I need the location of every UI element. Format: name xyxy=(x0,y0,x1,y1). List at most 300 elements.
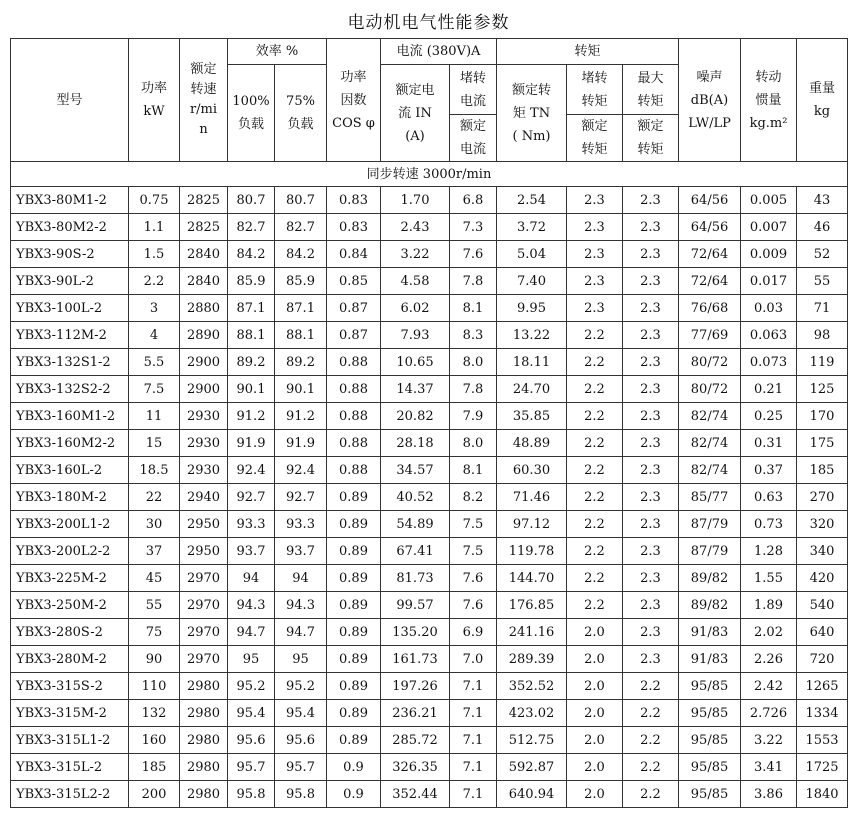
cell-locked-current-ratio: 7.0 xyxy=(450,646,497,673)
cell-noise: 95/85 xyxy=(679,700,741,727)
cell-locked-torque-ratio: 2.0 xyxy=(567,727,623,754)
table-row xyxy=(11,322,848,349)
cell-eff-100: 89.2 xyxy=(228,349,275,376)
cell-rated-current: 10.65 xyxy=(381,349,450,376)
cell-eff-75: 84.2 xyxy=(275,241,327,268)
cell-rated-torque: 3.72 xyxy=(497,214,567,241)
cell-power: 75 xyxy=(129,619,180,646)
cell-max-torque-ratio: 2.3 xyxy=(623,349,679,376)
cell-weight: 1265 xyxy=(797,673,848,700)
cell-rated-speed: 2840 xyxy=(180,268,228,295)
cell-eff-75: 95.2 xyxy=(275,673,327,700)
cell-locked-torque-ratio: 2.3 xyxy=(567,295,623,322)
cell-model: YBX3-200L1-2 xyxy=(11,511,129,538)
table-row xyxy=(11,754,848,781)
table-row xyxy=(11,619,848,646)
cell-rated-current: 2.43 xyxy=(381,214,450,241)
cell-eff-75: 82.7 xyxy=(275,214,327,241)
cell-power: 1.1 xyxy=(129,214,180,241)
cell-noise: 64/56 xyxy=(679,214,741,241)
cell-power-factor: 0.89 xyxy=(327,565,381,592)
cell-eff-75: 87.1 xyxy=(275,295,327,322)
cell-locked-torque-ratio: 2.2 xyxy=(567,484,623,511)
cell-eff-100: 93.7 xyxy=(228,538,275,565)
cell-rated-torque: 60.30 xyxy=(497,457,567,484)
cell-power: 1.5 xyxy=(129,241,180,268)
cell-rated-current: 20.82 xyxy=(381,403,450,430)
cell-power-factor: 0.89 xyxy=(327,511,381,538)
cell-noise: 89/82 xyxy=(679,565,741,592)
header-weight: 重量 kg xyxy=(797,39,848,162)
cell-rated-current: 28.18 xyxy=(381,430,450,457)
cell-noise: 77/69 xyxy=(679,322,741,349)
table-row xyxy=(11,430,848,457)
cell-power-factor: 0.88 xyxy=(327,430,381,457)
cell-power: 185 xyxy=(129,754,180,781)
cell-power: 2.2 xyxy=(129,268,180,295)
cell-locked-torque-ratio: 2.0 xyxy=(567,700,623,727)
cell-rated-torque: 176.85 xyxy=(497,592,567,619)
cell-inertia: 2.42 xyxy=(741,673,797,700)
cell-power-factor: 0.87 xyxy=(327,322,381,349)
cell-locked-torque-ratio: 2.3 xyxy=(567,187,623,214)
cell-noise: 82/74 xyxy=(679,430,741,457)
cell-eff-75: 95.6 xyxy=(275,727,327,754)
cell-locked-current-ratio: 8.0 xyxy=(450,349,497,376)
cell-model: YBX3-132S1-2 xyxy=(11,349,129,376)
cell-power: 160 xyxy=(129,727,180,754)
cell-max-torque-ratio: 2.3 xyxy=(623,484,679,511)
cell-eff-100: 93.3 xyxy=(228,511,275,538)
cell-eff-100: 92.7 xyxy=(228,484,275,511)
cell-noise: 95/85 xyxy=(679,727,741,754)
table-row xyxy=(11,700,848,727)
table-row xyxy=(11,241,848,268)
cell-model: YBX3-315S-2 xyxy=(11,673,129,700)
cell-weight: 340 xyxy=(797,538,848,565)
cell-noise: 82/74 xyxy=(679,403,741,430)
cell-power-factor: 0.89 xyxy=(327,592,381,619)
cell-rated-torque: 592.87 xyxy=(497,754,567,781)
table-row xyxy=(11,592,848,619)
cell-power: 30 xyxy=(129,511,180,538)
cell-power-factor: 0.88 xyxy=(327,403,381,430)
cell-locked-torque-ratio: 2.2 xyxy=(567,430,623,457)
cell-rated-speed: 2930 xyxy=(180,457,228,484)
cell-eff-100: 95.8 xyxy=(228,781,275,808)
table-row xyxy=(11,376,848,403)
cell-max-torque-ratio: 2.2 xyxy=(623,727,679,754)
cell-locked-torque-ratio: 2.2 xyxy=(567,322,623,349)
cell-locked-current-ratio: 7.6 xyxy=(450,241,497,268)
cell-inertia: 0.017 xyxy=(741,268,797,295)
cell-noise: 91/83 xyxy=(679,619,741,646)
cell-noise: 72/64 xyxy=(679,241,741,268)
cell-max-torque-ratio: 2.3 xyxy=(623,538,679,565)
cell-rated-speed: 2980 xyxy=(180,727,228,754)
cell-rated-torque: 640.94 xyxy=(497,781,567,808)
cell-rated-current: 4.58 xyxy=(381,268,450,295)
table-row xyxy=(11,565,848,592)
cell-rated-torque: 18.11 xyxy=(497,349,567,376)
cell-inertia: 0.25 xyxy=(741,403,797,430)
cell-model: YBX3-132S2-2 xyxy=(11,376,129,403)
cell-eff-75: 94.3 xyxy=(275,592,327,619)
table-row xyxy=(11,187,848,214)
cell-eff-100: 85.9 xyxy=(228,268,275,295)
cell-locked-current-ratio: 7.8 xyxy=(450,268,497,295)
table-row xyxy=(11,295,848,322)
cell-noise: 87/79 xyxy=(679,538,741,565)
cell-max-torque-ratio: 2.2 xyxy=(623,754,679,781)
cell-weight: 270 xyxy=(797,484,848,511)
cell-inertia: 0.73 xyxy=(741,511,797,538)
cell-noise: 72/64 xyxy=(679,268,741,295)
cell-max-torque-ratio: 2.3 xyxy=(623,430,679,457)
cell-rated-torque: 512.75 xyxy=(497,727,567,754)
cell-eff-100: 91.9 xyxy=(228,430,275,457)
cell-eff-75: 92.7 xyxy=(275,484,327,511)
cell-max-torque-ratio: 2.3 xyxy=(623,619,679,646)
cell-eff-75: 91.9 xyxy=(275,430,327,457)
cell-inertia: 1.89 xyxy=(741,592,797,619)
cell-power: 5.5 xyxy=(129,349,180,376)
cell-locked-current-ratio: 7.1 xyxy=(450,781,497,808)
cell-rated-speed: 2930 xyxy=(180,403,228,430)
header-max-torque: 最大 转矩 xyxy=(623,65,679,115)
cell-rated-speed: 2930 xyxy=(180,430,228,457)
cell-eff-100: 90.1 xyxy=(228,376,275,403)
cell-rated-torque: 24.70 xyxy=(497,376,567,403)
cell-power: 90 xyxy=(129,646,180,673)
table-row xyxy=(11,511,848,538)
cell-rated-speed: 2970 xyxy=(180,619,228,646)
cell-eff-100: 91.2 xyxy=(228,403,275,430)
cell-noise: 95/85 xyxy=(679,754,741,781)
cell-rated-current: 14.37 xyxy=(381,376,450,403)
cell-weight: 185 xyxy=(797,457,848,484)
cell-power-factor: 0.83 xyxy=(327,214,381,241)
cell-rated-current: 197.26 xyxy=(381,673,450,700)
cell-model: YBX3-90L-2 xyxy=(11,268,129,295)
cell-max-torque-ratio: 2.2 xyxy=(623,700,679,727)
cell-rated-speed: 2900 xyxy=(180,376,228,403)
cell-weight: 320 xyxy=(797,511,848,538)
cell-inertia: 3.86 xyxy=(741,781,797,808)
cell-power-factor: 0.88 xyxy=(327,457,381,484)
cell-rated-speed: 2980 xyxy=(180,673,228,700)
table-row xyxy=(11,349,848,376)
table-row xyxy=(11,403,848,430)
cell-weight: 43 xyxy=(797,187,848,214)
cell-power: 110 xyxy=(129,673,180,700)
cell-model: YBX3-315L1-2 xyxy=(11,727,129,754)
cell-rated-torque: 289.39 xyxy=(497,646,567,673)
cell-rated-speed: 2970 xyxy=(180,592,228,619)
cell-rated-torque: 144.70 xyxy=(497,565,567,592)
cell-inertia: 0.073 xyxy=(741,349,797,376)
cell-eff-100: 92.4 xyxy=(228,457,275,484)
cell-noise: 80/72 xyxy=(679,349,741,376)
cell-power: 55 xyxy=(129,592,180,619)
cell-eff-75: 80.7 xyxy=(275,187,327,214)
cell-eff-75: 90.1 xyxy=(275,376,327,403)
cell-rated-speed: 2900 xyxy=(180,349,228,376)
cell-eff-100: 95.4 xyxy=(228,700,275,727)
cell-model: YBX3-90S-2 xyxy=(11,241,129,268)
cell-model: YBX3-280S-2 xyxy=(11,619,129,646)
cell-inertia: 2.726 xyxy=(741,700,797,727)
cell-power-factor: 0.89 xyxy=(327,538,381,565)
cell-locked-current-ratio: 8.3 xyxy=(450,322,497,349)
cell-power: 3 xyxy=(129,295,180,322)
cell-weight: 119 xyxy=(797,349,848,376)
cell-locked-torque-ratio: 2.2 xyxy=(567,538,623,565)
header-current: 电流 (380V)A xyxy=(381,39,497,65)
cell-power: 37 xyxy=(129,538,180,565)
header-locked-torque: 堵转 转矩 xyxy=(567,65,623,115)
cell-locked-torque-ratio: 2.2 xyxy=(567,457,623,484)
cell-power-factor: 0.89 xyxy=(327,484,381,511)
cell-max-torque-ratio: 2.3 xyxy=(623,565,679,592)
cell-rated-speed: 2980 xyxy=(180,781,228,808)
cell-noise: 80/72 xyxy=(679,376,741,403)
header-rated-speed: 额定 转速 r/mi n xyxy=(180,39,228,162)
cell-weight: 55 xyxy=(797,268,848,295)
page-title: 电动机电气性能参数 xyxy=(347,13,510,33)
header-locked-current-ratio: 额定 电流 xyxy=(450,115,497,162)
cell-model: YBX3-280M-2 xyxy=(11,646,129,673)
cell-inertia: 3.22 xyxy=(741,727,797,754)
cell-noise: 64/56 xyxy=(679,187,741,214)
cell-model: YBX3-180M-2 xyxy=(11,484,129,511)
cell-max-torque-ratio: 2.3 xyxy=(623,268,679,295)
cell-power-factor: 0.89 xyxy=(327,646,381,673)
cell-rated-torque: 241.16 xyxy=(497,619,567,646)
header-inertia: 转动 惯量 kg.m² xyxy=(741,39,797,162)
cell-weight: 420 xyxy=(797,565,848,592)
cell-rated-current: 40.52 xyxy=(381,484,450,511)
cell-noise: 82/74 xyxy=(679,457,741,484)
cell-weight: 1334 xyxy=(797,700,848,727)
cell-locked-torque-ratio: 2.3 xyxy=(567,268,623,295)
cell-rated-current: 135.20 xyxy=(381,619,450,646)
cell-max-torque-ratio: 2.3 xyxy=(623,646,679,673)
cell-eff-100: 95.2 xyxy=(228,673,275,700)
cell-noise: 85/77 xyxy=(679,484,741,511)
cell-locked-current-ratio: 8.1 xyxy=(450,295,497,322)
cell-locked-current-ratio: 6.8 xyxy=(450,187,497,214)
cell-rated-torque: 35.85 xyxy=(497,403,567,430)
cell-rated-torque: 71.46 xyxy=(497,484,567,511)
cell-model: YBX3-160L-2 xyxy=(11,457,129,484)
header-power-factor: 功率 因数 COS φ xyxy=(327,39,381,162)
cell-rated-current: 7.93 xyxy=(381,322,450,349)
cell-max-torque-ratio: 2.2 xyxy=(623,781,679,808)
cell-power: 11 xyxy=(129,403,180,430)
cell-weight: 1725 xyxy=(797,754,848,781)
cell-weight: 71 xyxy=(797,295,848,322)
cell-eff-100: 80.7 xyxy=(228,187,275,214)
table-row xyxy=(11,484,848,511)
cell-rated-torque: 423.02 xyxy=(497,700,567,727)
table-row xyxy=(11,781,848,808)
table-row xyxy=(11,673,848,700)
header-efficiency: 效率 % xyxy=(228,39,327,65)
cell-eff-75: 88.1 xyxy=(275,322,327,349)
cell-eff-75: 95.4 xyxy=(275,700,327,727)
cell-inertia: 0.009 xyxy=(741,241,797,268)
cell-inertia: 0.007 xyxy=(741,214,797,241)
cell-noise: 76/68 xyxy=(679,295,741,322)
cell-weight: 46 xyxy=(797,214,848,241)
cell-max-torque-ratio: 2.2 xyxy=(623,673,679,700)
cell-model: YBX3-80M2-2 xyxy=(11,214,129,241)
cell-rated-speed: 2890 xyxy=(180,322,228,349)
cell-locked-current-ratio: 7.3 xyxy=(450,214,497,241)
cell-weight: 540 xyxy=(797,592,848,619)
cell-eff-75: 85.9 xyxy=(275,268,327,295)
cell-locked-current-ratio: 7.1 xyxy=(450,673,497,700)
cell-max-torque-ratio: 2.3 xyxy=(623,592,679,619)
cell-inertia: 0.37 xyxy=(741,457,797,484)
cell-power: 0.75 xyxy=(129,187,180,214)
cell-locked-torque-ratio: 2.3 xyxy=(567,241,623,268)
cell-locked-current-ratio: 8.0 xyxy=(450,430,497,457)
cell-eff-75: 94.7 xyxy=(275,619,327,646)
cell-power: 200 xyxy=(129,781,180,808)
cell-inertia: 2.26 xyxy=(741,646,797,673)
cell-rated-current: 67.41 xyxy=(381,538,450,565)
motor-spec-table xyxy=(10,38,848,808)
cell-noise: 91/83 xyxy=(679,646,741,673)
cell-model: YBX3-250M-2 xyxy=(11,592,129,619)
cell-eff-75: 95 xyxy=(275,646,327,673)
cell-max-torque-ratio: 2.3 xyxy=(623,376,679,403)
cell-rated-speed: 2880 xyxy=(180,295,228,322)
section-label: 同步转速 3000r/min xyxy=(11,162,848,187)
header-power: 功率 kW xyxy=(129,39,180,162)
cell-locked-current-ratio: 6.9 xyxy=(450,619,497,646)
cell-inertia: 3.41 xyxy=(741,754,797,781)
cell-locked-torque-ratio: 2.2 xyxy=(567,376,623,403)
cell-locked-current-ratio: 8.1 xyxy=(450,457,497,484)
cell-weight: 640 xyxy=(797,619,848,646)
cell-noise: 87/79 xyxy=(679,511,741,538)
cell-rated-speed: 2825 xyxy=(180,187,228,214)
cell-locked-torque-ratio: 2.3 xyxy=(567,214,623,241)
cell-eff-100: 95.7 xyxy=(228,754,275,781)
cell-weight: 52 xyxy=(797,241,848,268)
cell-eff-75: 95.7 xyxy=(275,754,327,781)
cell-max-torque-ratio: 2.3 xyxy=(623,322,679,349)
cell-locked-current-ratio: 7.6 xyxy=(450,592,497,619)
cell-power: 7.5 xyxy=(129,376,180,403)
cell-locked-current-ratio: 7.1 xyxy=(450,727,497,754)
cell-locked-torque-ratio: 2.2 xyxy=(567,565,623,592)
cell-inertia: 1.28 xyxy=(741,538,797,565)
table-row xyxy=(11,457,848,484)
cell-locked-current-ratio: 7.1 xyxy=(450,700,497,727)
header-locked-current: 堵转 电流 xyxy=(450,65,497,115)
cell-inertia: 0.31 xyxy=(741,430,797,457)
header-rated-torque: 额定转 矩 TN ( Nm) xyxy=(497,65,567,162)
cell-eff-100: 87.1 xyxy=(228,295,275,322)
cell-rated-speed: 2980 xyxy=(180,700,228,727)
cell-rated-speed: 2950 xyxy=(180,511,228,538)
cell-rated-current: 99.57 xyxy=(381,592,450,619)
table-row xyxy=(11,268,848,295)
cell-eff-100: 84.2 xyxy=(228,241,275,268)
header-rated-current: 额定电 流 IN (A) xyxy=(381,65,450,162)
cell-locked-torque-ratio: 2.0 xyxy=(567,619,623,646)
cell-rated-speed: 2950 xyxy=(180,538,228,565)
header-max-torque-ratio: 额定 转矩 xyxy=(623,115,679,162)
cell-inertia: 0.005 xyxy=(741,187,797,214)
cell-locked-torque-ratio: 2.0 xyxy=(567,754,623,781)
cell-rated-current: 352.44 xyxy=(381,781,450,808)
cell-model: YBX3-225M-2 xyxy=(11,565,129,592)
cell-rated-current: 285.72 xyxy=(381,727,450,754)
cell-locked-torque-ratio: 2.2 xyxy=(567,592,623,619)
cell-max-torque-ratio: 2.3 xyxy=(623,187,679,214)
header-eff-100: 100% 负载 xyxy=(228,65,275,162)
cell-rated-current: 1.70 xyxy=(381,187,450,214)
table-row xyxy=(11,727,848,754)
cell-rated-current: 161.73 xyxy=(381,646,450,673)
cell-eff-100: 94.3 xyxy=(228,592,275,619)
cell-weight: 175 xyxy=(797,430,848,457)
table-row xyxy=(11,646,848,673)
cell-model: YBX3-80M1-2 xyxy=(11,187,129,214)
cell-rated-current: 34.57 xyxy=(381,457,450,484)
cell-locked-current-ratio: 7.9 xyxy=(450,403,497,430)
cell-max-torque-ratio: 2.3 xyxy=(623,295,679,322)
header-torque: 转矩 xyxy=(497,39,679,65)
cell-inertia: 2.02 xyxy=(741,619,797,646)
cell-inertia: 1.55 xyxy=(741,565,797,592)
cell-inertia: 0.063 xyxy=(741,322,797,349)
cell-weight: 1840 xyxy=(797,781,848,808)
cell-rated-torque: 97.12 xyxy=(497,511,567,538)
cell-rated-torque: 9.95 xyxy=(497,295,567,322)
cell-locked-current-ratio: 7.5 xyxy=(450,538,497,565)
cell-rated-torque: 13.22 xyxy=(497,322,567,349)
table-row xyxy=(11,538,848,565)
cell-model: YBX3-160M1-2 xyxy=(11,403,129,430)
cell-rated-torque: 352.52 xyxy=(497,673,567,700)
cell-power-factor: 0.88 xyxy=(327,376,381,403)
cell-rated-current: 81.73 xyxy=(381,565,450,592)
cell-inertia: 0.03 xyxy=(741,295,797,322)
cell-eff-100: 95 xyxy=(228,646,275,673)
cell-eff-75: 93.3 xyxy=(275,511,327,538)
cell-power-factor: 0.83 xyxy=(327,187,381,214)
cell-weight: 720 xyxy=(797,646,848,673)
cell-locked-torque-ratio: 2.0 xyxy=(567,673,623,700)
cell-weight: 1553 xyxy=(797,727,848,754)
cell-model: YBX3-315M-2 xyxy=(11,700,129,727)
header-locked-torque-ratio: 额定 转矩 xyxy=(567,115,623,162)
cell-rated-current: 6.02 xyxy=(381,295,450,322)
cell-power-factor: 0.89 xyxy=(327,727,381,754)
cell-power-factor: 0.89 xyxy=(327,619,381,646)
cell-power-factor: 0.89 xyxy=(327,673,381,700)
cell-weight: 170 xyxy=(797,403,848,430)
cell-model: YBX3-112M-2 xyxy=(11,322,129,349)
cell-rated-torque: 5.04 xyxy=(497,241,567,268)
cell-locked-current-ratio: 7.8 xyxy=(450,376,497,403)
